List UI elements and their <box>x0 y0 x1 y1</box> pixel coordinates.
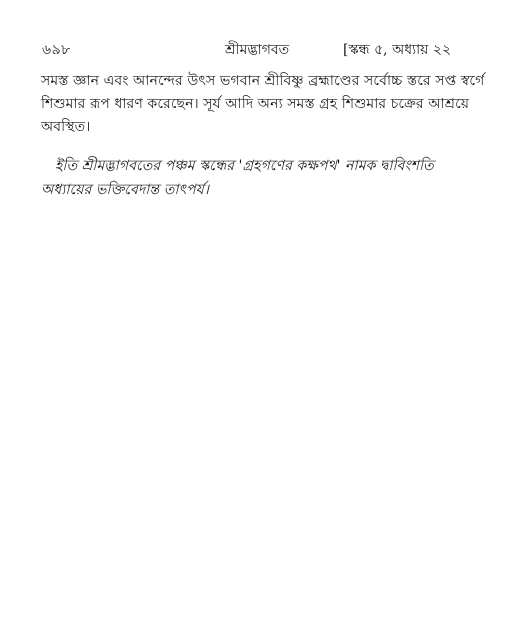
body-line: শিশুমার রূপ ধারণ করেছেন। সূর্য আদি অন্য সমস্ত গ্রহ শিশুমার চক্রের আশ্রয়ে <box>41 96 470 112</box>
running-title: শ্রীমদ্ভাগবত <box>225 42 290 58</box>
closing-line: ইতি শ্রীমদ্ভাগবতের পঞ্চম স্কন্ধের 'গ্রহগণের কক্ষপথ' নামক দ্বাবিংশতি <box>55 158 434 174</box>
chapter-reference: [স্কন্ধ ৫, অধ্যায় ২২ <box>343 42 452 58</box>
body-line: অবস্থিত। <box>41 119 91 135</box>
page-number: ৬৯৮ <box>42 42 71 58</box>
body-line: সমস্ত জ্ঞান এবং আনন্দের উৎস ভগবান শ্রীবিষ্ণু ব্রহ্মাণ্ডের সর্বোচ্চ স্তরে সপ্ত স্বর্গে <box>41 73 485 89</box>
closing-line: অধ্যায়ের ভক্তিবেদান্ত তাৎপর্য। <box>41 182 209 198</box>
chapter-closing-statement <box>41 154 480 202</box>
